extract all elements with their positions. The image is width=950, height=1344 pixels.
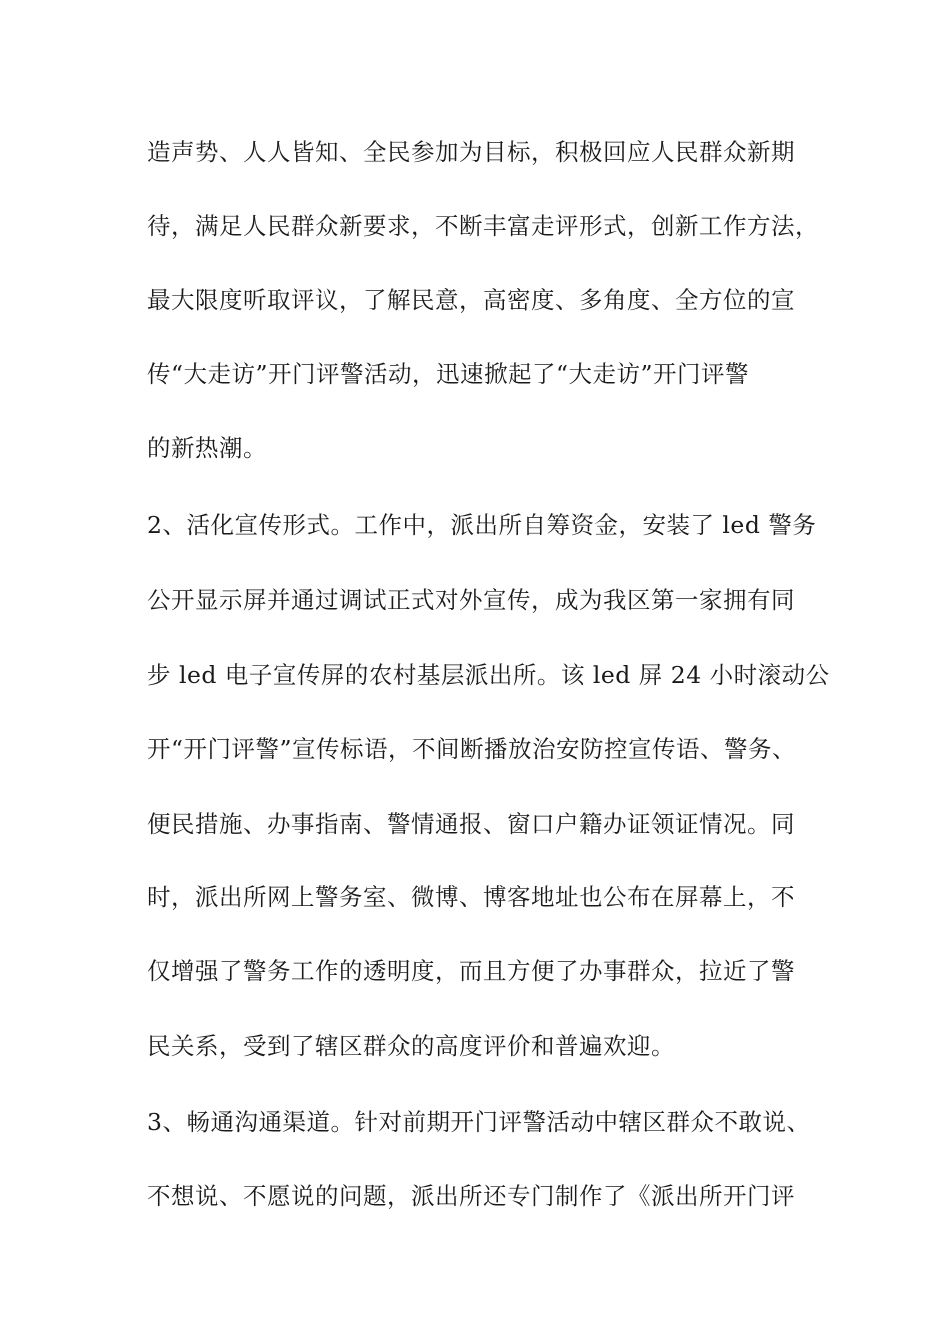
text-line: 的新热潮。 bbox=[147, 434, 267, 462]
text-line: 不想说、不愿说的问题，派出所还专门制作了《派出所开门评 bbox=[147, 1182, 795, 1210]
text-line: 仅增强了警务工作的透明度，而且方便了办事群众，拉近了警 bbox=[147, 957, 795, 985]
text-line: 时，派出所网上警务室、微博、博客地址也公布在屏幕上，不 bbox=[147, 883, 795, 911]
text-line: 2、活化宣传形式。工作中，派出所自筹资金，安装了 led 警务 bbox=[147, 511, 817, 539]
text-line: 步 led 电子宣传屏的农村基层派出所。该 led 屏 24 小时滚动公 bbox=[147, 661, 830, 689]
text-line: 民关系，受到了辖区群众的高度评价和普遍欢迎。 bbox=[147, 1032, 675, 1060]
text-line: 公开显示屏并通过调试正式对外宣传，成为我区第一家拥有同 bbox=[147, 586, 795, 614]
text-line: 待，满足人民群众新要求，不断丰富走评形式，创新工作方法， bbox=[147, 212, 819, 240]
text-line: 传“大走访”开门评警活动，迅速掀起了“大走访”开门评警 bbox=[147, 360, 750, 388]
text-line: 便民措施、办事指南、警情通报、窗口户籍办证领证情况。同 bbox=[147, 810, 795, 838]
text-line: 3、畅通沟通渠道。针对前期开门评警活动中辖区群众不敢说、 bbox=[147, 1108, 811, 1136]
text-line: 造声势、人人皆知、全民参加为目标，积极回应人民群众新期 bbox=[147, 138, 795, 166]
text-line: 开“开门评警”宣传标语，不间断播放治安防控宣传语、警务、 bbox=[147, 735, 797, 763]
text-line: 最大限度听取评议，了解民意，高密度、多角度、全方位的宣 bbox=[147, 286, 795, 314]
